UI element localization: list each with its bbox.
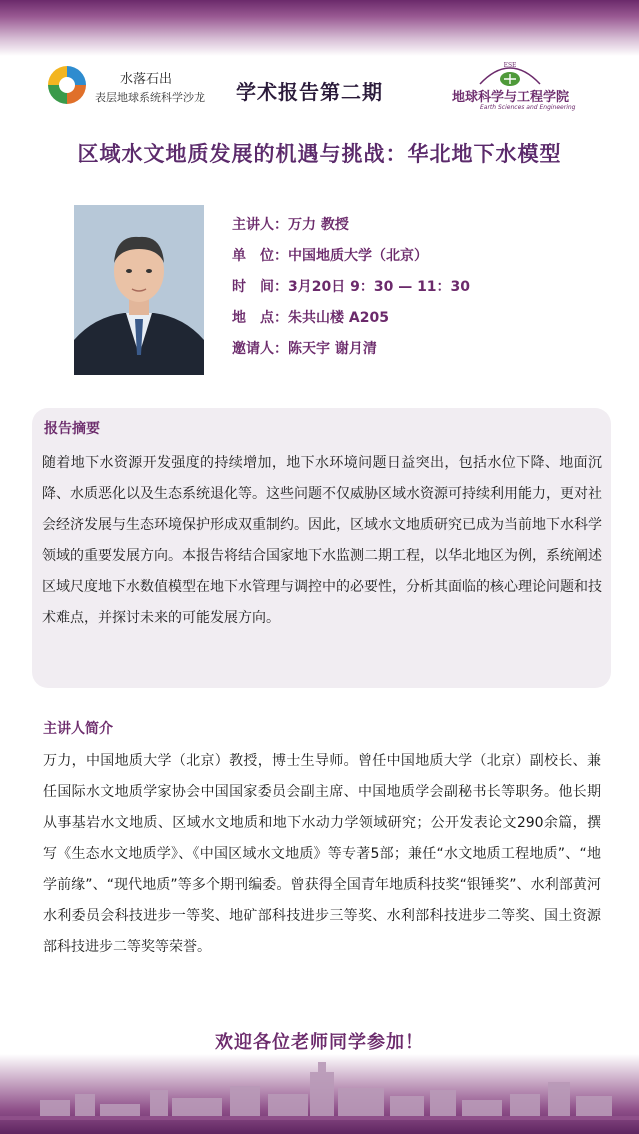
header: [0, 58, 639, 114]
info-speaker: 主讲人：万力 教授: [232, 217, 349, 233]
info-place: 地 点：朱共山楼 A205: [232, 310, 389, 326]
report-title: 学术报告第二期: [236, 80, 383, 104]
info-inviter: 邀请人：陈天宇 谢月清: [232, 341, 377, 357]
top-gradient-band: [0, 0, 639, 56]
bio-text: 万力，中国地质大学（北京）教授，博士生导师。曾任中国地质大学（北京）副校长、兼任国际水文地质学家协会中国国家委员会副主席、中国地质学会副秘书长等职务。他长期从事基岩水文地质、区域水文地质和地下水动力学领域研究；公开发表论文290余篇，撰写《生态水文地质学》、《中国区域水文地质》等专著5部；兼任“水文地质工程地质”、“地学前缘”、“现代地质”等多个期刊编委。曾获得全国青年地质科技奖“银锤奖”、水利部黄河水利委员会科技进步一等奖、地矿部科技进步三等奖、水利部科技进步二等奖、国土资源部科技进步二等奖等荣誉。: [43, 753, 601, 955]
speaker-photo: [74, 205, 204, 375]
college-name-en: Earth Sciences and Engineering: [480, 104, 576, 111]
bio-heading: 主讲人简介: [43, 721, 113, 737]
college-name: 地球科学与工程学院: [452, 90, 570, 105]
salon-subtitle: 表层地球系统科学沙龙: [95, 91, 205, 104]
college-logo-icon: [474, 58, 546, 88]
info-unit: 单 位：中国地质大学（北京）: [232, 248, 428, 264]
info-time: 时 间：3月20日 9：30 — 11：30: [232, 279, 471, 295]
event-info: [232, 214, 470, 369]
abstract-text: 随着地下水资源开发强度的持续增加，地下水环境问题日益突出，包括水位下降、地面沉降、水质恶化以及生态系统退化等。这些问题不仅威胁区域水资源可持续利用能力，更对社会经济发展与生态环境保护形成双重制约。因此，区域水文地质研究已成为当前地下水科学领域的重要发展方向。本报告将结合国家地下水监测二期工程，以华北地区为例，系统阐述区域尺度地下水数值模型在地下水管理与调控中的必要性，分析其面临的核心理论问题和技术难点，并探讨未来的可能发展方向。: [42, 455, 602, 626]
salon-name: 水落石出: [120, 72, 173, 87]
abstract-heading: 报告摘要: [44, 421, 100, 437]
main-title: 区域水文地质发展的机遇与挑战：华北地下水模型: [77, 142, 562, 166]
welcome-message: 欢迎各位老师同学参加！: [215, 1032, 424, 1053]
salon-logo-icon: [46, 64, 88, 106]
speaker-portrait-icon: [74, 205, 204, 375]
college-logo-text: ESE: [503, 62, 517, 69]
abstract-section: [32, 408, 611, 688]
campus-skyline-icon: [0, 1060, 639, 1120]
